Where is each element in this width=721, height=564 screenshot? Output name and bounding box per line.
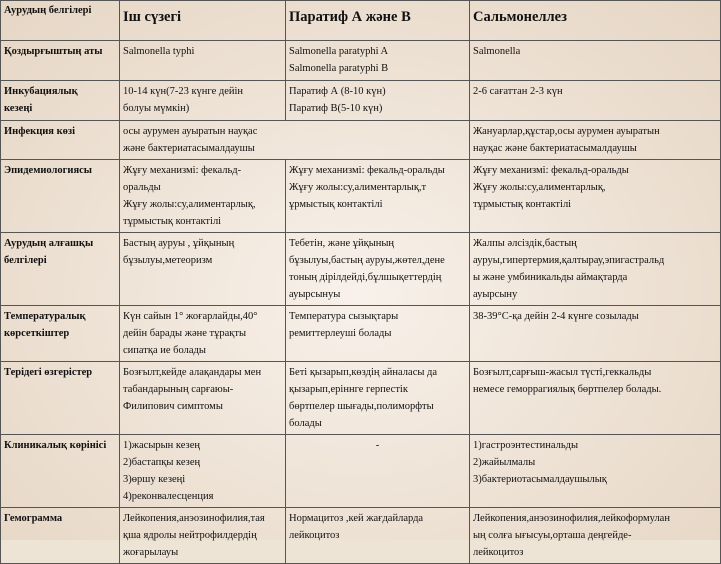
row-label: Терідегі өзгерістер — [1, 362, 120, 435]
table-cell: 2-6 сағаттан 2-3 күн — [470, 81, 721, 121]
table-cell: - — [286, 435, 470, 508]
row-label: Инфекция көзі — [1, 121, 120, 160]
table-cell: Бозғылт,сарғыш-жасыл түсті,геккальды немесе геморрагиялық бөртпелер болады. — [470, 362, 721, 435]
table-row-source — [1, 121, 721, 160]
table-cell-merged: осы аурумен ауыратын науқас және бактериатасымалдаушы — [120, 121, 470, 160]
table-cell: Лейкопения,анэозинофилия,лейкоформулан ың солға ығысуы,орташа деңгейде- лейкоцитоз — [470, 508, 721, 564]
row-label: Гемограмма — [1, 508, 120, 564]
header-salmonellosis: Сальмонеллез — [470, 1, 721, 41]
table-cell: Жануарлар,құстар,осы аурумен ауыратын науқас және бактериатасымалдаушы — [470, 121, 721, 160]
table-row-hemogram — [1, 508, 721, 564]
table-cell: Salmonella paratyphi A Salmonella paratyphi B — [286, 41, 470, 81]
table-cell: 38-39°С-қа дейін 2-4 күнге созылады — [470, 306, 721, 362]
table-header-row — [1, 1, 721, 41]
table-row-skin — [1, 362, 721, 435]
table-row-pathogen — [1, 41, 721, 81]
table-cell: Salmonella — [470, 41, 721, 81]
table-cell: Беті қызарып,көздің айналасы да қызарып,еріннге герпестік бөртпелер шығады,полиморфты болады — [286, 362, 470, 435]
header-signs: Аурудың белгілері — [1, 1, 120, 41]
table-cell: Температура сызықтары ремиттерлеуші болады — [286, 306, 470, 362]
table-cell: Salmonella typhi — [120, 41, 286, 81]
table-cell: Жалпы әлсіздік,бастың ауруы,гипертермия,қалтырау,эпигастральд ы және умбиникальды аймақтарда ауырсыну — [470, 233, 721, 306]
table-cell: Паратиф А (8-10 күн) Паратиф В(5-10 күн) — [286, 81, 470, 121]
table-cell: Жұғу механизмі: фекальд-оральды Жұғу жолы:су,алиментарлық, тұрмыстық контактілі — [470, 160, 721, 233]
table-cell: Жұғу механизмі: фекальд- оральды Жұғу жолы:су,алиментарлық, тұрмыстық контактілі — [120, 160, 286, 233]
row-label: Аурудың алғашқы белгілері — [1, 233, 120, 306]
table-row-incubation — [1, 81, 721, 121]
table-row-first-signs — [1, 233, 721, 306]
table-row-clinical — [1, 435, 721, 508]
row-label: Қоздырғыштың аты — [1, 41, 120, 81]
table-cell: Тебетін, және ұйқының бұзылуы,бастың ауруы,жөтел,дене тоның дірілдейді,бұлшықеттердің ауырсынуы — [286, 233, 470, 306]
table-cell: 10-14 күн(7-23 күнге дейін болуы мүмкін) — [120, 81, 286, 121]
row-label: Клиникалық көрінісі — [1, 435, 120, 508]
table-row-epidemiology — [1, 160, 721, 233]
table-cell: Нормацитоз ,кей жағдайларда лейкоцитоз — [286, 508, 470, 564]
row-label: Температуралық көрсеткіштер — [1, 306, 120, 362]
table-cell: 1)жасырын кезең 2)бастапқы кезең 3)өршу кезеңі 4)реконвалесценция — [120, 435, 286, 508]
table-cell: Лейкопения,анэозинофилия,тая қша ядролы нейтрофилдердің жоғарылауы — [120, 508, 286, 564]
row-label: Инкубациялық кезеңі — [1, 81, 120, 121]
header-typhoid: Іш сүзегі — [120, 1, 286, 41]
row-label: Эпидемиологиясы — [1, 160, 120, 233]
header-paratyphoid: Паратиф А және В — [286, 1, 470, 41]
table-cell: Бастың ауруы , ұйқының бұзылуы,метеоризм — [120, 233, 286, 306]
table-cell: 1)гастроэнтестинальды 2)жайылмалы 3)бактериотасымалдаушылық — [470, 435, 721, 508]
table-cell: Жұғу механизмі: фекальд-оральды Жұғу жолы:су,алиментарлық,т ұрмыстық контактілі — [286, 160, 470, 233]
table-row-temperature — [1, 306, 721, 362]
table-cell: Бозғылт,кейде алақандары мен табандарының сарғаюы- Филипович симптомы — [120, 362, 286, 435]
table-cell: Күн сайын 1° жоғарлайды,40° дейін барады және тұрақты сипатқа ие болады — [120, 306, 286, 362]
